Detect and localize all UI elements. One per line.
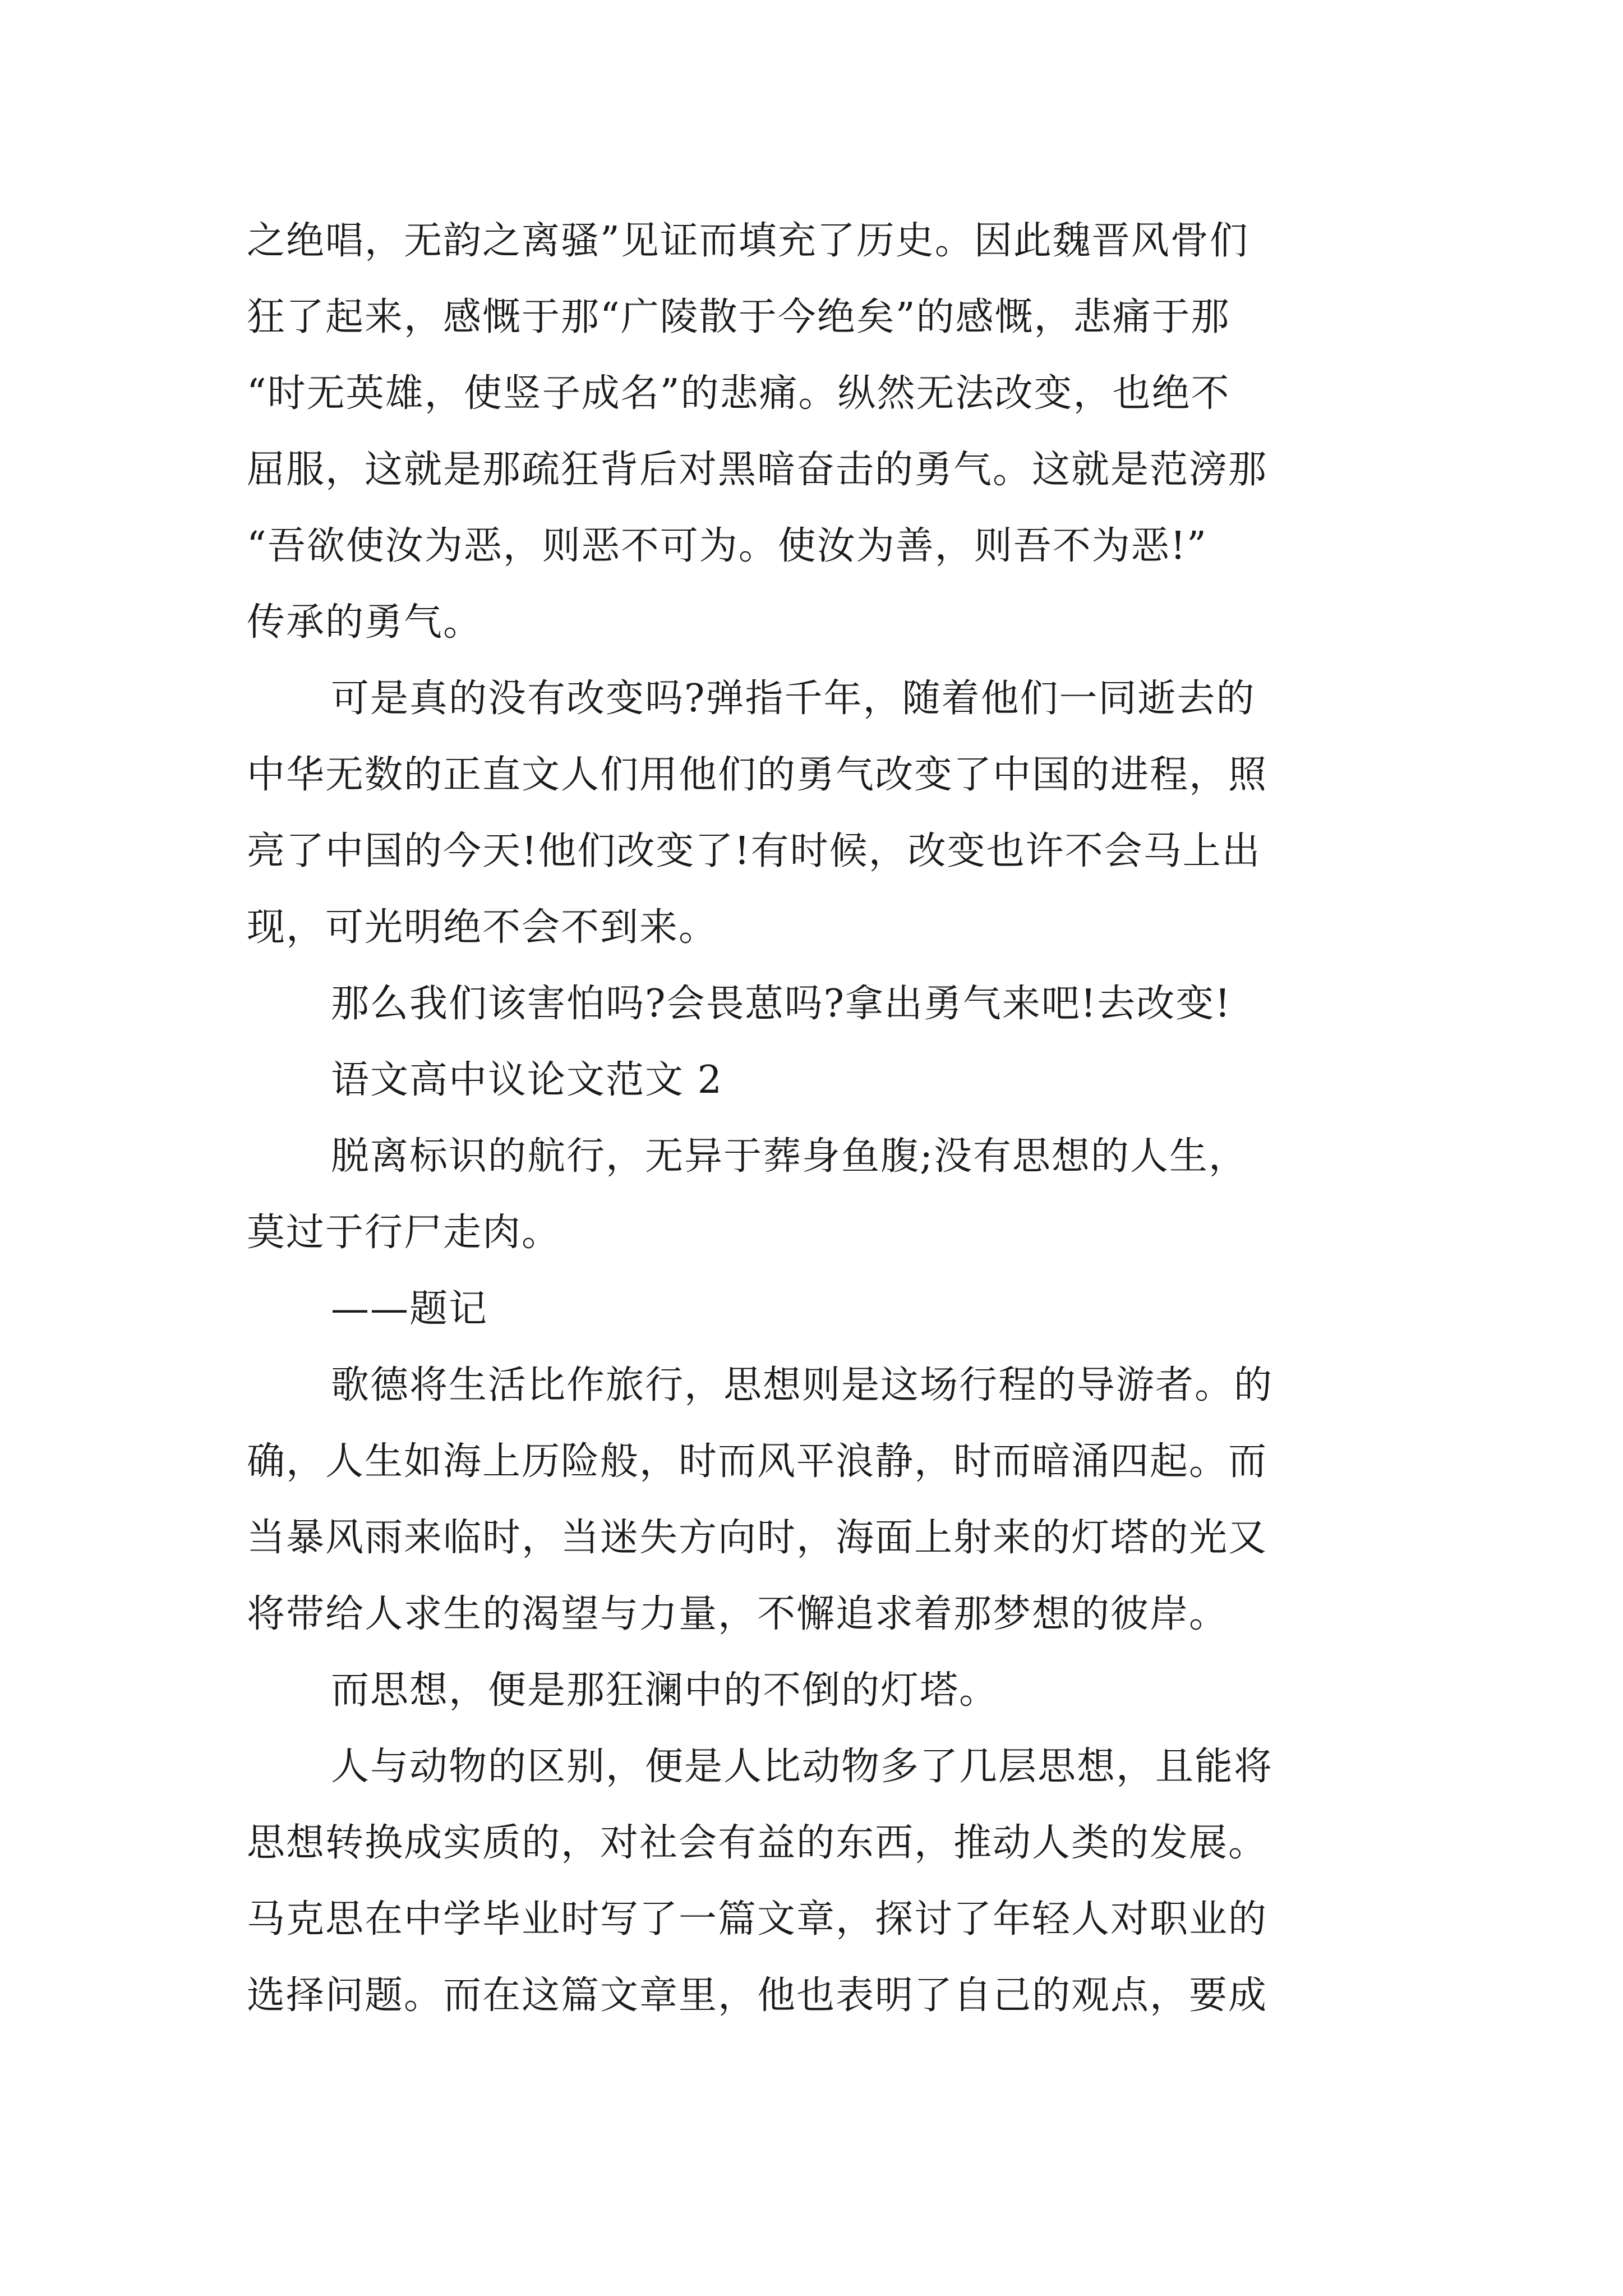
- epigraph-attribution: ——题记: [331, 1287, 488, 1331]
- text-line: 确，人生如海上历险般，时而风平浪静，时而暗涌四起。而: [247, 1439, 1268, 1484]
- text-line: “时无英雄，使竖子成名”的悲痛。纵然无法改变，也绝不: [247, 371, 1230, 416]
- section-heading: 语文高中议论文范文 2: [331, 1058, 723, 1102]
- text-line: 将带给人求生的渴望与力量，不懈追求着那梦想的彼岸。: [247, 1592, 1229, 1636]
- paragraph-start-line: 歌德将生活比作旅行，思想则是这场行程的导游者。的: [331, 1363, 1274, 1407]
- text-line: 马克思在中学毕业时写了一篇文章，探讨了年轻人对职业的: [247, 1897, 1268, 1941]
- paragraph-start-line: 脱离标识的航行，无异于葬身鱼腹;没有思想的人生，: [331, 1134, 1248, 1179]
- text-line: 思想转换成实质的，对社会有益的东西，推动人类的发展。: [247, 1821, 1268, 1865]
- text-line: 莫过于行尸走肉。: [247, 1211, 561, 1255]
- paragraph-start-line: 可是真的没有改变吗?弹指千年，随着他们一同逝去的: [331, 677, 1256, 721]
- text-line: 当暴风雨来临时，当迷失方向时，海面上射来的灯塔的光又: [247, 1516, 1268, 1560]
- text-line: “吾欲使汝为恶，则恶不可为。使汝为善，则吾不为恶!”: [247, 524, 1207, 568]
- text-line: 狂了起来，感慨于那“广陵散于今绝矣”的感慨，悲痛于那: [247, 295, 1230, 339]
- paragraph-start-line: 那么我们该害怕吗?会畏葸吗?拿出勇气来吧!去改变!: [331, 982, 1232, 1026]
- text-line: 亮了中国的今天!他们改变了!有时候，改变也许不会马上出: [247, 829, 1261, 873]
- text-line: 之绝唱，无韵之离骚”见证而填充了历史。因此魏晋风骨们: [247, 219, 1249, 263]
- paragraph-start-line: 而思想，便是那狂澜中的不倒的灯塔。: [331, 1668, 999, 1713]
- paragraph-start-line: 人与动物的区别，便是人比动物多了几层思想，且能将: [331, 1745, 1274, 1789]
- text-line: 现，可光明绝不会不到来。: [247, 905, 718, 950]
- text-line: 屈服，这就是那疏狂背后对黑暗奋击的勇气。这就是范滂那: [247, 448, 1268, 492]
- text-line: 传承的勇气。: [247, 600, 483, 645]
- text-line: 选择问题。而在这篇文章里，他也表明了自己的观点，要成: [247, 1973, 1268, 2018]
- text-line: 中华无数的正直文人们用他们的勇气改变了中国的进程，照: [247, 753, 1268, 797]
